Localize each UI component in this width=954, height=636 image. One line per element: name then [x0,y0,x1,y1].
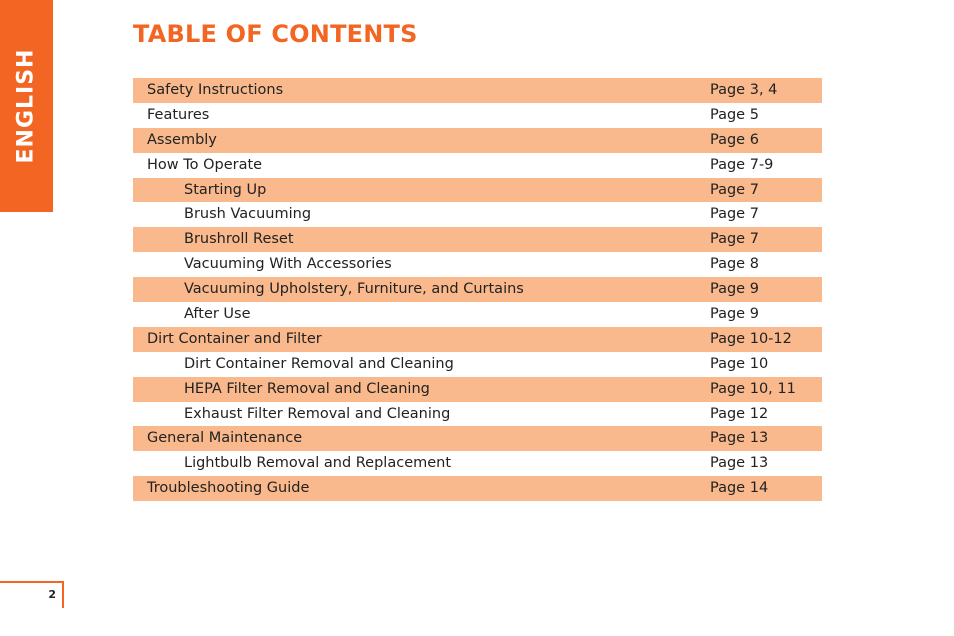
page-number-rule [0,581,64,583]
toc-entry-page: Page 3, 4 [710,82,778,98]
toc-entry-label: Brush Vacuuming [184,206,312,223]
toc-entry-label: Dirt Container and Filter [147,330,322,347]
toc-row [133,227,822,252]
page-title: TABLE OF CONTENTS [133,20,418,48]
toc-row [133,426,822,451]
table-of-contents [133,78,822,501]
toc-entry-page: Page 8 [710,256,759,273]
toc-entry-page: Page 6 [710,131,759,148]
toc-entry-page: Page 7-9 [710,156,774,173]
toc-entry-page: Page 9 [710,306,759,323]
toc-entry-label: Assembly [147,131,217,148]
toc-entry-page: Page 10 [710,355,769,372]
toc-row [133,153,822,178]
toc-entry-label: After Use [184,306,251,323]
toc-entry-page: Page 9 [710,281,759,298]
toc-row [133,128,822,153]
toc-entry-label: Vacuuming With Accessories [184,256,392,273]
toc-row [133,202,822,227]
page-number: 2 [48,588,56,601]
toc-entry-label: Exhaust Filter Removal and Cleaning [184,405,451,422]
toc-row [133,252,822,277]
language-label: ENGLISH [13,48,39,164]
toc-entry-label: Starting Up [184,181,267,198]
toc-entry-label: Features [147,106,210,123]
toc-row [133,402,822,427]
toc-row [133,277,822,302]
toc-entry-page: Page 14 [710,480,769,497]
toc-entry-label: Vacuuming Upholstery, Furniture, and Curtains [184,281,524,298]
toc-row [133,327,822,352]
toc-entry-page: Page 7 [710,181,759,198]
toc-entry-label: Brushroll Reset [184,231,294,248]
toc-entry-page: Page 10, 11 [710,380,796,397]
toc-entry-page: Page 13 [710,430,769,447]
toc-entry-page: Page 7 [710,206,759,223]
toc-entry-page: Page 13 [710,455,769,472]
toc-entry-label: HEPA Filter Removal and Cleaning [184,380,430,397]
toc-entry-page: Page 12 [710,405,769,422]
toc-entry-label: How To Operate [147,156,263,173]
page-number-bar [62,581,64,608]
toc-row [133,78,822,103]
toc-entry-label: Lightbulb Removal and Replacement [184,455,452,472]
toc-row [133,377,822,402]
toc-row [133,103,822,128]
language-tab [0,0,53,212]
toc-entry-page: Page 10-12 [710,330,792,347]
toc-row [133,302,822,327]
toc-row [133,476,822,501]
toc-row [133,178,822,203]
toc-entry-label: Troubleshooting Guide [147,480,310,497]
toc-entry-label: Safety Instructions [147,82,284,98]
toc-row [133,451,822,476]
toc-row [133,352,822,377]
toc-entry-page: Page 5 [710,106,759,123]
toc-entry-page: Page 7 [710,231,759,248]
toc-entry-label: General Maintenance [147,430,303,447]
page-number-marker [0,581,64,608]
toc-entry-label: Dirt Container Removal and Cleaning [184,355,454,372]
